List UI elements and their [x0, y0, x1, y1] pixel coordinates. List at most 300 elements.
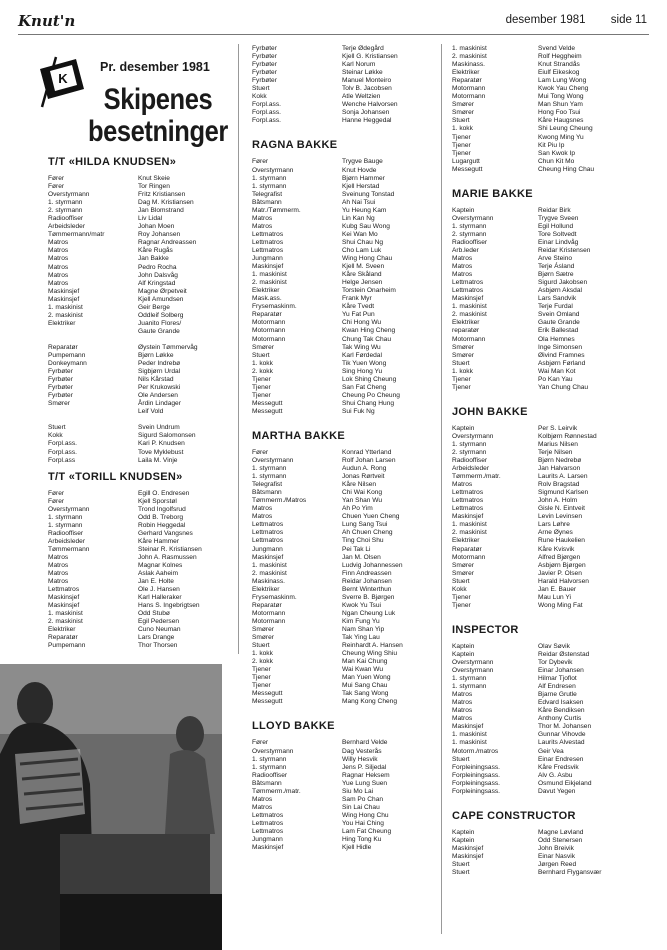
crew-row [48, 449, 238, 457]
date-line: Pr. desember 1981 [100, 60, 210, 74]
crew-rank: Maskinsjef [452, 852, 484, 860]
crew-name: Kåre Tvedt [342, 303, 375, 311]
crew-rank: Fyrbøter [252, 53, 277, 61]
crew-name: Kwong Ming Yu [538, 133, 584, 141]
page-number: side 11 [610, 14, 647, 26]
crew-row [452, 845, 652, 853]
crew-row [252, 780, 438, 788]
crew-rank: Tjener [452, 133, 471, 141]
crew-name: Yu Heung Kam [342, 206, 387, 214]
crew-name: Mui Tong Wong [538, 93, 584, 101]
crew-rank: Mask.ass. [252, 295, 282, 303]
crew-rank: Lettmatros [452, 287, 484, 295]
crew-rank: Maskinsjef [252, 553, 284, 561]
crew-rank: Kaptein [452, 828, 475, 836]
crew-rank: Forpleiningsass. [452, 771, 501, 779]
crew-row [48, 634, 238, 642]
crew-row [452, 319, 652, 327]
crew-row [48, 546, 238, 554]
crew-rank: 1. maskinist [252, 271, 287, 279]
crew-row [452, 166, 652, 174]
crew-name: Odd Stubø [138, 610, 170, 618]
crew-name: Sing Hong Yu [342, 367, 383, 375]
crew-name: Laila M. Vinje [138, 456, 178, 464]
crew-name: Shui Chang Hung [342, 399, 395, 407]
crew-rank: Fører [252, 739, 269, 747]
crew-row [252, 764, 438, 772]
crew-name: Gerhard Vangsnes [138, 529, 193, 537]
crew-name: John A. Holm [538, 497, 578, 505]
crew-row [452, 247, 652, 255]
crew-name: Harald Halvorsen [538, 577, 589, 585]
crew-row [48, 554, 238, 562]
crew-rank: Elektriker [252, 287, 280, 295]
crew-row [252, 167, 438, 175]
crew-name: Svein Undrum [138, 424, 180, 432]
crew-row [48, 183, 238, 191]
crew-rank: 2. kokk [252, 367, 273, 375]
crew-rank: Fører [252, 448, 269, 456]
crew-row [452, 311, 652, 319]
crew-row [252, 61, 438, 69]
crew-name: Yue Lung Suen [342, 779, 388, 787]
crew-name: Jan Halvarson [538, 465, 581, 473]
crew-rank: Radiooffiser [48, 215, 84, 223]
crew-name: Jan E. Holte [138, 578, 174, 586]
crew-name: Kari P. Knudsen [138, 440, 185, 448]
crew-row [452, 125, 652, 133]
crew-name: John A. Rasmussen [138, 553, 197, 561]
crew-rank: Elektriker [48, 319, 76, 327]
crew-row [252, 513, 438, 521]
crew-row [252, 109, 438, 117]
crew-row [252, 626, 438, 634]
crew-row [252, 505, 438, 513]
crew-name: Gunnar Vihovde [538, 731, 586, 739]
crew-row [452, 521, 652, 529]
crew-rank: Smører [252, 634, 274, 642]
crew-rank: Lettmatros [252, 230, 284, 238]
crew-name: Chi Wai Kong [342, 489, 383, 497]
crew-name: Jan E. Bauer [538, 585, 577, 593]
crew-name: Tak Ying Lau [342, 634, 380, 642]
crew-rank: Overstyrmann [252, 166, 294, 174]
crew-rank [48, 408, 138, 416]
crew-rank: 1. styrmann [252, 763, 287, 771]
crew-rank: Stuert [452, 755, 470, 763]
crew-rank: Elektriker [452, 319, 480, 327]
crew-row [452, 643, 652, 651]
crew-rank: Forpl.ass. [252, 109, 281, 117]
concert-photo [0, 664, 222, 950]
crew-row [252, 748, 438, 756]
crew-row [452, 142, 652, 150]
crew-name: Magne Løvland [538, 828, 584, 836]
crew-rank: 2. maskinist [452, 53, 487, 61]
crew-rank: Motormann [252, 609, 286, 617]
crew-rank: Overstyrmann [452, 667, 494, 675]
crew-rank: Matros [252, 795, 273, 803]
crew-name: Liv Lidal [138, 215, 163, 223]
crew-row [452, 578, 652, 586]
crew-rank: 1. maskinist [48, 610, 83, 618]
crew-rank: Matros [48, 247, 69, 255]
crew-name: Oddleif Solberg [138, 311, 184, 319]
crew-row [252, 554, 438, 562]
crew-row [452, 223, 652, 231]
crew-rank: 2. maskinist [452, 311, 487, 319]
crew-rank: 1. kokk [252, 359, 273, 367]
crew-row [48, 231, 238, 239]
crew-row [48, 215, 238, 223]
crew-name: Kit Piu Ip [538, 141, 565, 149]
crew-name: Reidar Birk [538, 206, 571, 214]
crew-name: Kwok Yu Tsui [342, 601, 381, 609]
crew-rank: Overstyrmann [452, 432, 494, 440]
crew-rank: Tømmerm./Matros [252, 497, 307, 505]
crew-rank: Reparatør [252, 311, 282, 319]
crew-rank: Kokk [252, 93, 267, 101]
crew-name: Tik Yuen Wong [342, 359, 387, 367]
crew-row [452, 239, 652, 247]
crew-row [252, 481, 438, 489]
crew-row [48, 352, 238, 360]
crew-rank: Lettmatros [252, 811, 284, 819]
crew-name: Aslak Aaheim [138, 570, 178, 578]
crew-name: Terje Ásland [538, 263, 575, 271]
crew-rank: 2. maskinist [452, 529, 487, 537]
crew-row [252, 263, 438, 271]
crew-row [252, 457, 438, 465]
crew-row [252, 360, 438, 368]
crew-rank: Maskinsjef [48, 602, 80, 610]
crew-row [252, 319, 438, 327]
crew-name: Man Kai Chung [342, 658, 388, 666]
crew-name: Konrad Ytterland [342, 448, 392, 456]
crew-rank: Stuert [452, 117, 470, 125]
crew-row [452, 731, 652, 739]
crew-name: Chun Kit Mo [538, 157, 575, 165]
crew-rank: Fyrbøter [48, 376, 73, 384]
crew-row [252, 682, 438, 690]
crew-row [452, 61, 652, 69]
crew-row [252, 376, 438, 384]
crew-rank: Tømmerm./matr. [452, 473, 501, 481]
crew-rank: Lettmatros [48, 586, 80, 594]
crew-rank: Arbeidsleder [48, 537, 86, 545]
crew-name: Asbjørn Aksdal [538, 287, 582, 295]
crew-row [252, 594, 438, 602]
crew-rank: 1. maskinist [48, 303, 83, 311]
crew-rank: Fyrbøter [48, 368, 73, 376]
crew-rank: 1. styrmann [452, 440, 487, 448]
crew-name: Kåre Skåland [342, 271, 382, 279]
crew-name: Peder Indrebø [138, 360, 181, 368]
crew-name: Yu Fat Pun [342, 311, 375, 319]
crew-rank: Radiooffiser [48, 529, 84, 537]
crew-rank: Stuert [452, 860, 470, 868]
crew-row [452, 489, 652, 497]
crew-row [452, 352, 652, 360]
crew-name: Einar Nasvik [538, 852, 576, 860]
crew-rank: Matros [48, 255, 69, 263]
crew-rank: Smører [48, 400, 70, 408]
crew-rank: Lettmatros [252, 529, 284, 537]
crew-rank: Tjener [252, 391, 271, 399]
crew-row [452, 465, 652, 473]
crew-name: Einar Johansen [538, 667, 584, 675]
crew-row [252, 336, 438, 344]
crew-rank: Tømmerm./matr. [252, 787, 301, 795]
crew-row [48, 602, 238, 610]
crew-rank: Kokk [452, 585, 467, 593]
crew-name: Lars Løhre [538, 521, 570, 529]
crew-name: Ludvig Johannessen [342, 561, 403, 569]
crew-row [452, 707, 652, 715]
crew-rank: Matros [48, 239, 69, 247]
crew-name: Tove Myklebust [138, 448, 184, 456]
crew-name: Siu Mo Lai [342, 787, 374, 795]
crew-rank: Matros [452, 271, 473, 279]
crew-rank: Messegutt [252, 407, 283, 415]
crew-name: Asbjørn Førland [538, 359, 586, 367]
crew-row [252, 578, 438, 586]
crew-rank: Matros [48, 279, 69, 287]
crew-row [252, 77, 438, 85]
crew-name: Kjell G. Kristiansen [342, 53, 398, 61]
crew-rank: Forpleiningsass. [452, 779, 501, 787]
crew-row [48, 400, 238, 408]
crew-rank: 1. styrmann [48, 199, 83, 207]
crew-row [452, 594, 652, 602]
crew-name: Jørgen Reed [538, 860, 577, 868]
crew-row [452, 336, 652, 344]
crew-name: Rune Haukelien [538, 537, 585, 545]
crew-name: Rolf Johan Larsen [342, 457, 396, 465]
crew-row [48, 626, 238, 634]
crew-rank: Smører [452, 101, 474, 109]
crew-row [452, 570, 652, 578]
crew-name: Pei Tak Li [342, 545, 371, 553]
crew-rank: Maskinsjef [252, 263, 284, 271]
crew-name: Gaute Grande [138, 327, 180, 335]
crew-name: Atle Weltzien [342, 93, 381, 101]
header-rule [18, 34, 649, 35]
crew-rank: 1. maskinist [452, 521, 487, 529]
crew-name: Kwan Hing Cheng [342, 327, 396, 335]
crew-name: Alfred Bjørgen [538, 553, 581, 561]
crew-name: Hong Foo Tsui [538, 109, 581, 117]
crew-row [452, 53, 652, 61]
crew-rank: reparatør [452, 327, 480, 335]
crew-rank: Reparatør [452, 545, 482, 553]
crew-rank: Tømmermann/matr [48, 231, 105, 239]
crew-row [452, 45, 652, 53]
crew-row [252, 352, 438, 360]
crew-name: Tak Sang Wong [342, 690, 389, 698]
crew-rank: Radiooffiser [452, 457, 488, 465]
crew-rank: Kokk [48, 432, 63, 440]
crew-row [48, 312, 238, 320]
crew-row [252, 85, 438, 93]
crew-row [48, 344, 238, 352]
column-divider [441, 44, 442, 934]
crew-row [452, 425, 652, 433]
crew-rank: Kaptein [452, 206, 475, 214]
ship-heading: LLOYD BAKKE [252, 720, 335, 733]
crew-name: Egil Pedersen [138, 618, 180, 626]
crew-row [252, 101, 438, 109]
crew-name: Sonja Johansen [342, 109, 390, 117]
crew-row [252, 69, 438, 77]
crew-row [252, 175, 438, 183]
crew-name: Steinar Løkke [342, 69, 383, 77]
crew-row [452, 481, 652, 489]
crew-row [252, 231, 438, 239]
title-line-2: besetninger [88, 115, 228, 148]
crew-row [452, 117, 652, 125]
crew-name: Bernt Winterthun [342, 585, 392, 593]
crew-name: Einar Endresen [538, 755, 584, 763]
crew-row [48, 328, 238, 336]
crew-name: Magnar Kolnes [138, 562, 183, 570]
crew-name: Nam Shan Yip [342, 626, 385, 633]
crew-rank: 1. styrmann [452, 222, 487, 230]
crew-rank: 2. styrmann [452, 448, 487, 456]
flag-letter: K [58, 71, 68, 86]
crew-name: Kjell Herstad [342, 182, 380, 190]
crew-row [452, 449, 652, 457]
crew-row [48, 570, 238, 578]
crew-row [48, 562, 238, 570]
crew-rank: Smører [452, 561, 474, 569]
crew-row [48, 376, 238, 384]
crew-row [452, 150, 652, 158]
crew-rank: Forpl.ass. [48, 448, 77, 456]
crew-name: Lars Sandvik [538, 295, 577, 303]
crew-row [48, 432, 238, 440]
crew-name: Thor Thorsen [138, 642, 178, 650]
crew-rank: Motormann [252, 327, 286, 335]
crew-name: John Dalsvåg [138, 271, 178, 279]
crew-rank: Tjener [452, 383, 471, 391]
crew-name: Marius Nilsen [538, 440, 578, 448]
crew-row [252, 327, 438, 335]
crew-rank: Fyrbøter [252, 77, 277, 85]
crew-row [452, 780, 652, 788]
crew-name: Laurits A. Larsen [538, 473, 588, 481]
crew-rank: 2. kokk [252, 658, 273, 666]
crew-name: Tolv B. Jacobsen [342, 85, 392, 93]
crew-name: Tor Ringen [138, 183, 170, 191]
crew-rank: Stuert [452, 577, 470, 585]
crew-name: You Hai Ching [342, 819, 384, 827]
crew-rank: Tjener [252, 666, 271, 674]
crew-row [252, 45, 438, 53]
crew-name: Alf Endresen [538, 683, 576, 691]
spacer [48, 416, 238, 424]
crew-name: Steinar R. Kristiansen [138, 545, 202, 553]
crew-rank: Overstyrmann [452, 659, 494, 666]
crew-row [252, 239, 438, 247]
crew-rank: 1. styrmann [452, 683, 487, 691]
crew-row [252, 521, 438, 529]
crew-row [48, 368, 238, 376]
crew-name: Øivind Framnes [538, 351, 585, 359]
crew-name: Per Krukowski [138, 384, 181, 392]
crew-name: Ragnar Heksem [342, 771, 390, 779]
crew-row [452, 562, 652, 570]
crew-name: Ole Andersen [138, 392, 178, 400]
crew-row [48, 424, 238, 432]
crew-rank: Kaptein [452, 424, 475, 432]
crew-row [452, 554, 652, 562]
crew-rank: 2. maskinist [48, 618, 83, 626]
crew-row [252, 183, 438, 191]
crew-row [452, 869, 652, 877]
crew-row [452, 497, 652, 505]
crew-rank: Pumpemann [48, 642, 86, 650]
crew-name: Kåre Bendiksen [538, 707, 585, 715]
crew-name: Einar Lindvåg [538, 238, 579, 246]
crew-name: Øystein Tømmervåg [138, 343, 198, 351]
crew-row [252, 570, 438, 578]
crew-row [452, 231, 652, 239]
crew-row [252, 698, 438, 706]
crew-name: Wing Hong Chu [342, 811, 389, 819]
crew-name: Terje Nilsen [538, 448, 573, 456]
crew-rank: 1. styrmann [252, 182, 287, 190]
crew-rank: Smører [252, 343, 274, 351]
crew-row [452, 433, 652, 441]
crew-row [252, 255, 438, 263]
crew-name: Karl Førdedal [342, 351, 382, 359]
crew-name: Po Kan Yau [538, 375, 573, 383]
crew-name: Cheung Hing Chau [538, 165, 595, 173]
crew-row [48, 304, 238, 312]
crew-rank: Forpleiningsass. [452, 787, 501, 795]
crew-name: Lung Sang Tsui [342, 521, 388, 529]
crew-row [452, 295, 652, 303]
crew-rank: 1. styrmann [252, 473, 287, 481]
crew-rank [48, 328, 138, 336]
crew-rank: Tjener [452, 149, 471, 157]
column-2 [252, 45, 438, 852]
crew-name: Rolv Bragstad [538, 481, 580, 489]
crew-row [48, 360, 238, 368]
crew-name: Juanito Flores/ [138, 319, 182, 327]
crew-row [252, 408, 438, 416]
crew-row [452, 473, 652, 481]
crew-row [48, 408, 238, 416]
crew-row [252, 634, 438, 642]
crew-row [252, 215, 438, 223]
crew-rank: Stuert [252, 642, 270, 650]
crew-rank: Elektriker [452, 69, 480, 77]
crew-name: Jan Bakke [138, 255, 169, 263]
ship-heading: INSPECTOR [452, 623, 519, 636]
crew-rank: Overstyrmann [452, 214, 494, 222]
crew-rank: Elektriker [48, 626, 76, 634]
crew-rank: Fører [48, 489, 65, 497]
crew-name: Lam Fat Cheung [342, 827, 392, 835]
crew-name: Tor Dybevik [538, 659, 573, 666]
crew-row [452, 861, 652, 869]
crew-name: Dag Vesterås [342, 747, 382, 755]
crew-row [252, 820, 438, 828]
crew-row [48, 618, 238, 626]
crew-name: San Fat Cheng [342, 383, 387, 391]
